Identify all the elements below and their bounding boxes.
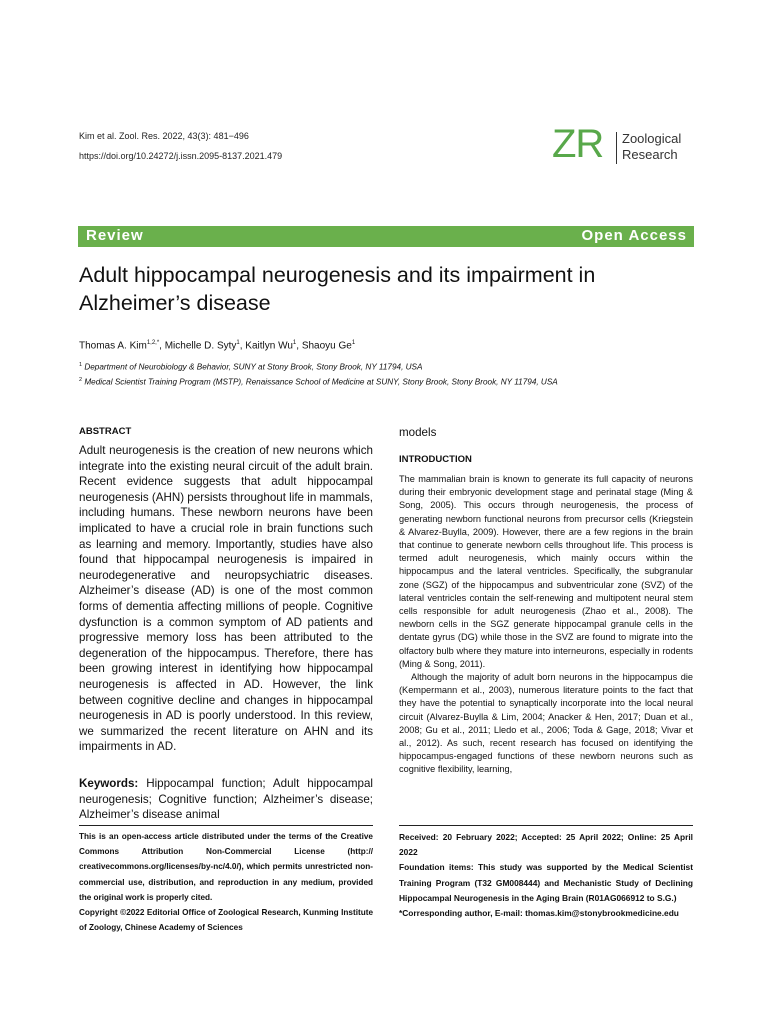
abstract-text: Adult neurogenesis is the creation of new neurons which integrate into the existing neural circuit of the adult brain. Recent evidence suggests that adult hippocampal neurogenesis (AHN) persists throughout life in mammals, including humans. These newborn neurons have been implicated to have a crucial role in brain functions such as learning and memory. Importantly, studies have also found that hippocampal neurogenesis is impaired in neurodegenerative and neuropsychiatric diseases. Alzheimer’s disease (AD) is one of the most common forms of dementia affecting millions of people. Cognitive dysfunction is a common symptom of AD patients and progressive memory loss has been attributed to the degeneration of the hippocampus. Therefore, there has been growing interest in identifying how hippocampal neurogenesis is affected in AD. However, the link between cognitive decline and changes in hippocampal neurogenesis in AD is poorly understood. In this review, we summarized the recent literature on AHN and its impairments in AD.: [79, 444, 373, 754]
introduction-body: [399, 473, 693, 777]
affiliation-number: 2: [79, 377, 83, 383]
logo-divider: [616, 132, 617, 164]
article-info-footnote: [399, 830, 693, 921]
affiliation-number: 1: [79, 362, 83, 368]
foundation-items: Foundation items: This study was supported by the Medical Scientist Training Program (T32 GM008444) and Mechanistic Study of Declining Hippocampal Neurogenesis in the Aging Brain (R01AG066912 to S.G.): [399, 862, 693, 903]
author-name: , Kaitlyn Wu: [239, 340, 293, 352]
introduction-heading: INTRODUCTION: [399, 454, 472, 465]
copyright-text: Copyright ©2022 Editorial Office of Zoological Research, Kunming Institute of Zoology, Chinese Academy of Sciences: [79, 908, 373, 933]
article-title: Adult hippocampal neurogenesis and its impairment in Alzheimer’s disease: [79, 263, 596, 315]
affiliation-text: Medical Scientist Training Program (MSTP), Renaissance School of Medicine at SUNY, Stony Brook, Stony Brook, NY 11794, USA: [82, 377, 558, 387]
license-footnote: [79, 829, 373, 935]
logo-wordmark: [622, 131, 681, 163]
author-affiliation-mark: 1: [351, 340, 356, 346]
footnote-divider-left: [79, 825, 373, 826]
author-name: , Michelle D. Syty: [159, 340, 237, 352]
logo-line-1: Zoological: [622, 131, 682, 146]
article-type-banner: [78, 226, 694, 247]
affiliation-2: [79, 377, 558, 387]
article-dates: Received: 20 February 2022; Accepted: 25 April 2022; Online: 25 April 2022: [399, 832, 693, 858]
footnote-divider-right: [399, 825, 693, 826]
keywords: [79, 776, 373, 823]
author-affiliation-mark: 1: [236, 340, 240, 346]
intro-paragraph-1: The mammalian brain is known to generate its full capacity of neurons during their embryonic development stage and perinatal stage (Ming & Song, 2005). This occurs through neurogenesis, the process of generating newborn functional neurons from precursor cells (Kriegstein & Alvarez-Buylla, 2009). However, there are a few regions in the brain that continue to generate newborn cells throughout life. This process is termed adult neurogenesis, which mainly occurs within the hippocampus and the lateral ventricles. Specifically, the subgranular zone (SGZ) of the hippocampus and subventricular zone (SVZ) of the lateral ventricles contain the self-renewing and multipotent neural stem cells responsible for adult neurogenesis (Zhao et al., 2008). The newborn cells in the SGZ generate hippocampal granule cells in the dentate gyrus (DG) while those in the SVZ are found to migrate into the olfactory bulb where they mature into interneurons, especially in rodents (Ming & Song, 2011).: [399, 474, 693, 669]
journal-logo: [552, 122, 697, 168]
citation-line: Kim et al. Zool. Res. 2022, 43(3): 481−496: [79, 131, 249, 141]
access-label: Open Access: [581, 227, 687, 244]
keywords-label: Keywords:: [79, 777, 139, 790]
author-affiliation-mark: 1: [292, 340, 297, 346]
abstract-heading: ABSTRACT: [79, 426, 132, 437]
article-type-label: Review: [86, 227, 144, 244]
intro-paragraph-2: Although the majority of adult born neurons in the hippocampus die (Kempermann et al., 2003), numerous literature points to the fact that they have the potential to synaptically incorporate into the local neural circuit (Alvarez-Buylla & Lim, 2004; Anacker & Hen, 2017; Duan et al., 2008; Gu et al., 2011; Lledo et al., 2006; Toda & Gage, 2018; Vivar et al., 2012). As such, recent research has focused on identifying the hippocampus-engaged functions of these newborn neurons such as cognitive flexibility, learning,: [399, 672, 693, 775]
author-affiliation-mark: 1,2,*: [146, 340, 160, 346]
logo-mark: ZR: [552, 122, 604, 166]
keywords-list: Hippocampal function; Adult hippocampal neurogenesis; Cognitive function; Alzheimer’s disease; Alzheimer’s disease animal: [79, 777, 373, 822]
affiliation-text: Department of Neurobiology & Behavior, SUNY at Stony Brook, Stony Brook, NY 11794, USA: [82, 362, 423, 372]
author-name: , Shaoyu Ge: [296, 340, 352, 352]
author-list: [79, 340, 355, 351]
affiliation-1: [79, 362, 422, 372]
author-name: Thomas A. Kim: [79, 340, 147, 352]
corresponding-author: *Corresponding author, E-mail: thomas.kim@stonybrookmedicine.edu: [399, 908, 679, 919]
logo-line-2: Research: [622, 147, 678, 162]
license-text: This is an open-access article distributed under the terms of the Creative Commons Attribution Non-Commercial License (http:// creativecommons.org/licenses/by-nc/4.0/), which permits unrestricted non-commercial use, distribution, and reproduction in any medium, provided the original work is properly cited.: [79, 832, 373, 902]
doi-link[interactable]: https://doi.org/10.24272/j.issn.2095-8137.2021.479: [79, 151, 283, 161]
keywords-continuation: models: [399, 426, 437, 439]
